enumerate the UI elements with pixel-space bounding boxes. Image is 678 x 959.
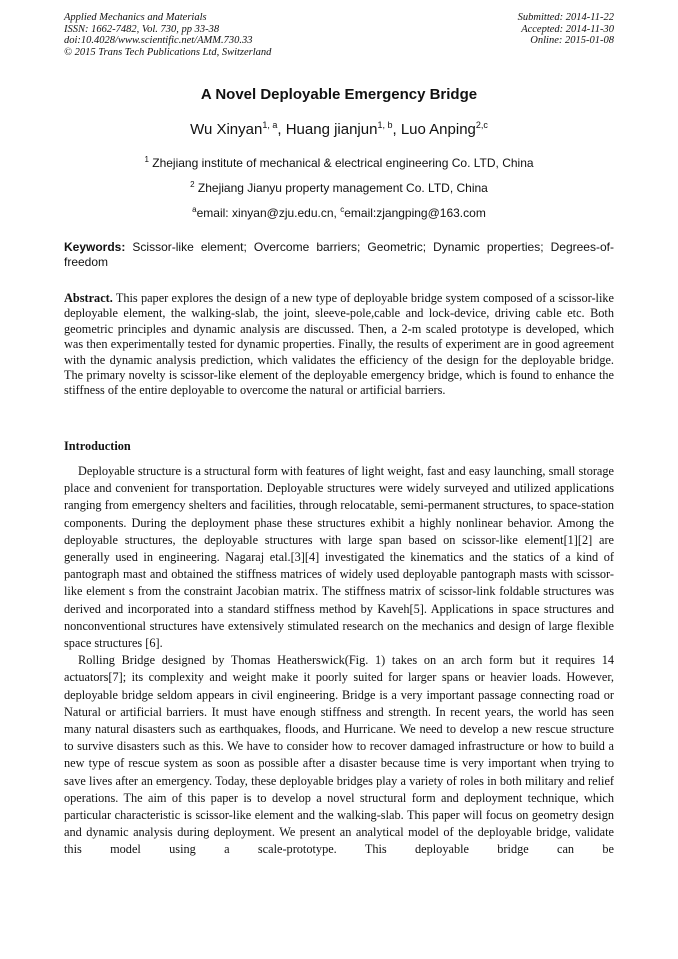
copyright-line: © 2015 Trans Tech Publications Ltd, Switzerland xyxy=(64,46,272,58)
keywords-label: Keywords: xyxy=(64,240,126,254)
submitted-date: Submitted: 2014-11-22 xyxy=(517,12,614,23)
affiliation-2 xyxy=(0,180,678,195)
author-affiliation-mark: 1, b xyxy=(377,120,393,130)
keywords-section xyxy=(64,240,614,270)
journal-info xyxy=(64,12,271,58)
abstract-text: This paper explores the design of a new type of deployable bridge system composed of a scissor-like deployable element, the walking-slab, the joint, sleeve-pole,cable and lock-device, driving cable etc. Both geometric principles and dynamic analysis are discussed. Then, a 2-m scaled prototype is developed, which was then experimentally tested for dynamic properties. Finally, the results of experiment are in good agreement with the dynamic analysis prediction, which validates the efficiency of the design for the deployable bridge. The primary novelty is scissor-like element of the deployable emergency bridge, which is found to enhance the stiffness of the entire deployable to overcome the natural or artificial barriers. xyxy=(64,291,614,398)
author-separator: , xyxy=(277,121,286,138)
doi-line: doi:10.4028/www.scientific.net/AMM.730.33 xyxy=(64,35,253,47)
body-paragraph: Rolling Bridge designed by Thomas Heatherswick(Fig. 1) takes on an arch form but it requires 14 actuators[7]; its complexity and weight make it poorly suited for larger spans or heavier loads. However, deployable bridge seldom appears in civil engineering. Bridge is a very important passage connecting road or Natural or artificial barriers. It must have enough stiffness and strength. In recent years, the world has seen many natural disasters such as earthquakes, floods, and Hurricane. We need to develop a new rescue structure to survive disasters such as this. We have to consider how to recover damaged infrastructure or how to build a new type of rescue system as soon as possible after a disaster because time is very important when trying to save lives after an emergency. Today, these deployable bridges play a variety of roles in both military and relief operations. The aim of this paper is to develop a novel structural form and deployment technique, which particular characteristic is scissor-like element and the walking-slab. This paper will focus on geometry design and dynamic analysis during deployment. We present an analytical model of the deployable bridge, validate this model using a scale-prototype. This deployable bridge can be xyxy=(64,653,614,857)
author-name: Wu Xinyan xyxy=(190,121,263,138)
section-heading-introduction: Introduction xyxy=(64,439,131,453)
author-list xyxy=(0,120,678,138)
journal-name: Applied Mechanics and Materials xyxy=(64,12,207,23)
affiliation-text: Zhejiang Jianyu property management Co. LTD, China xyxy=(197,181,488,195)
email-text: email:zjangping@163.com xyxy=(344,206,486,220)
author-affiliation-mark: 2,c xyxy=(475,120,488,130)
affiliation-number: 1 xyxy=(144,155,149,164)
email-mark: a xyxy=(192,205,197,214)
submission-dates xyxy=(518,12,614,47)
paper-title: A Novel Deployable Emergency Bridge xyxy=(200,86,478,103)
author-name: Luo Anping xyxy=(400,121,476,138)
affiliation-text: Zhejiang institute of mechanical & electrical engineering Co. LTD, China xyxy=(152,156,534,170)
abstract-label: Abstract. xyxy=(64,291,113,305)
body-paragraph: Deployable structure is a structural form with features of light weight, fast and easy launching, small storage place and convenient for transportation. Deployable structures were widely surveyed and utilized applications ranging from emergency shelters and facilities, through relocatable, semi-permanent structures, to space-station components. During the deployment phase these structures exhibit a highly nonlinear behavior. Among the deployable structures, the deployable structures with large span based on scissor-like element[1][2] are generally used in engineering. Nagaraj etal.[3][4] investigated the kinematics and the statics of a kind of pantograph mast and obtained the stiffness matrices of widely used deployable pantograph masts with scissor-like element s from the constraint Jacobian matrix. The stiffness matrix of scissor-link foldable structures was derived and incorporated into a standard stiffness method by Kaveh[5]. Applications in space structures and nonconventional structures have extensively stimulated research on the mechanics and design of large flexible space structures [6]. xyxy=(64,464,614,651)
email-line xyxy=(0,205,678,220)
email-mark: c xyxy=(340,205,345,214)
affiliation-number: 2 xyxy=(190,180,195,189)
issn-line: ISSN: 1662-7482, Vol. 730, pp 33-38 xyxy=(64,23,220,35)
email-text: email: xinyan@zju.edu.cn, xyxy=(196,206,341,220)
affiliation-1 xyxy=(0,155,678,170)
introduction-body xyxy=(64,463,614,859)
keywords-text: Scissor-like element; Overcome barriers; Geometric; Dynamic properties; Degrees-of-freedom xyxy=(64,240,614,269)
author-separator: , xyxy=(392,121,401,138)
abstract-section xyxy=(64,291,614,399)
author-affiliation-mark: 1, a xyxy=(262,120,278,130)
accepted-date: Accepted: 2014-11-30 xyxy=(521,23,614,35)
author-name: Huang jianjun xyxy=(285,121,378,138)
online-date: Online: 2015-01-08 xyxy=(530,35,614,47)
